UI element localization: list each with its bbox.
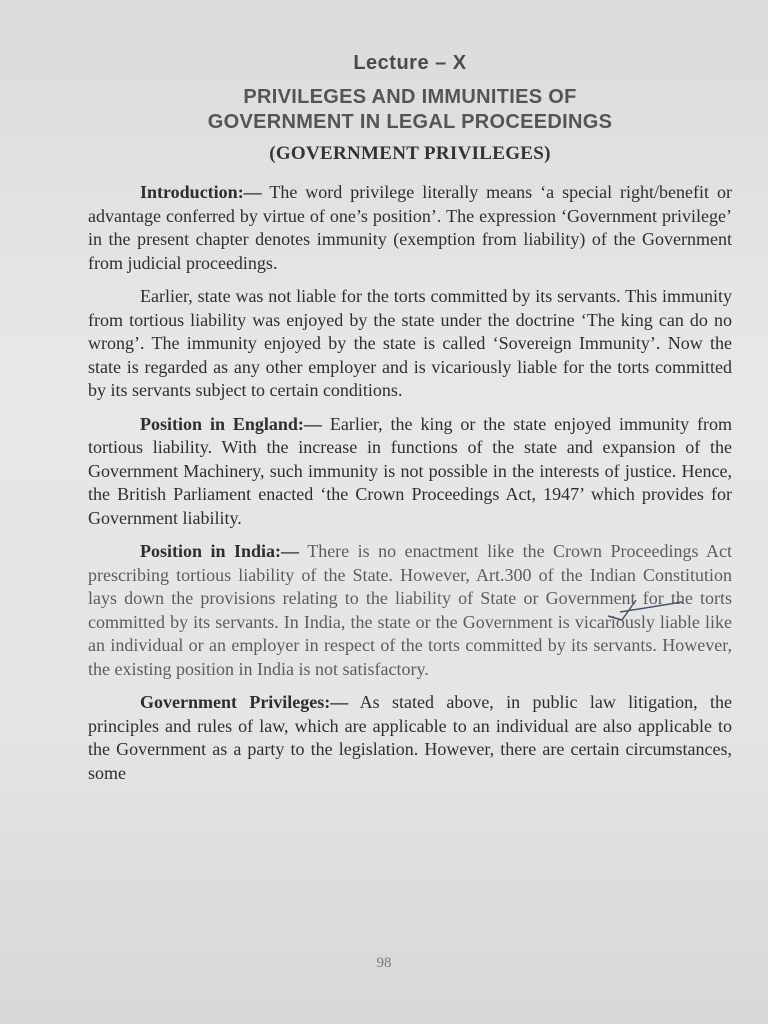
paragraph-government-privileges <box>88 691 732 785</box>
chapter-title <box>88 85 732 135</box>
chapter-title-line-1: PRIVILEGES AND IMMUNITIES OF <box>243 86 577 108</box>
chapter-subtitle: (GOVERNMENT PRIVILEGES) <box>269 143 551 164</box>
paragraph-text: Earlier, the king or the state enjoyed immunity from tortious liability. With the increase in functions of the state and expansion of the Government Machinery, such immunity is not possible in the interests of justice. Hence, the British Parliament enacted ‘the Crown Proceedings Act, 1947’ which provides for Government liability. <box>88 413 732 528</box>
paragraph-text: As stated above, in public law litigation, the principles and rules of law, which are applicable to an individual are also applicable to the Government as a party to the legislation. However, there are certain circumstances, some <box>88 692 732 783</box>
paragraph-text: The word privilege literally means ‘a special right/benefit or advantage conferred by virtue of one’s position’. The expression ‘Government privilege’ in the present chapter denotes immunity (exemption from liability) of the Government from judicial proceedings. <box>88 182 732 273</box>
pen-tick-mark-icon <box>600 596 690 626</box>
page-number: 98 <box>376 955 392 971</box>
paragraph-heading: Introduction:— <box>140 182 262 202</box>
paragraph-heading: Position in England:— <box>140 413 322 434</box>
paragraph-introduction <box>88 181 732 275</box>
paragraph-sovereign-immunity <box>88 285 732 403</box>
lecture-number: Lecture – X <box>353 52 467 74</box>
paragraph-text: Earlier, state was not liable for the torts committed by its servants. This immunity from tortious liability was enjoyed by the state under the doctrine ‘The king can do no wrong’. The immunity enjoyed by the state is called ‘Sovereign Immunity’. Now the state is regarded as any other employer and is vicariously liable for the torts committed by its servants subject to certain conditions. <box>88 286 732 400</box>
paragraph-heading: Government Privileges:— <box>140 692 349 712</box>
chapter-title-line-2: GOVERNMENT IN LEGAL PROCEEDINGS <box>207 111 613 133</box>
paragraph-position-england <box>88 413 732 531</box>
paragraph-text: There is no enactment like the Crown Proceedings Act prescribing tortious liability of the State. However, Art.300 of the Indian Constitution lays down the provisions relating to the liability of State or Government for the torts committed by its servants. In India, the state or the Government is vicariously liable like an individual or an employer in respect of the torts committed by its servants. However, the existing position in India is not satisfactory. <box>88 541 732 679</box>
book-page <box>88 52 732 795</box>
paragraph-heading: Position in India:— <box>140 541 300 561</box>
